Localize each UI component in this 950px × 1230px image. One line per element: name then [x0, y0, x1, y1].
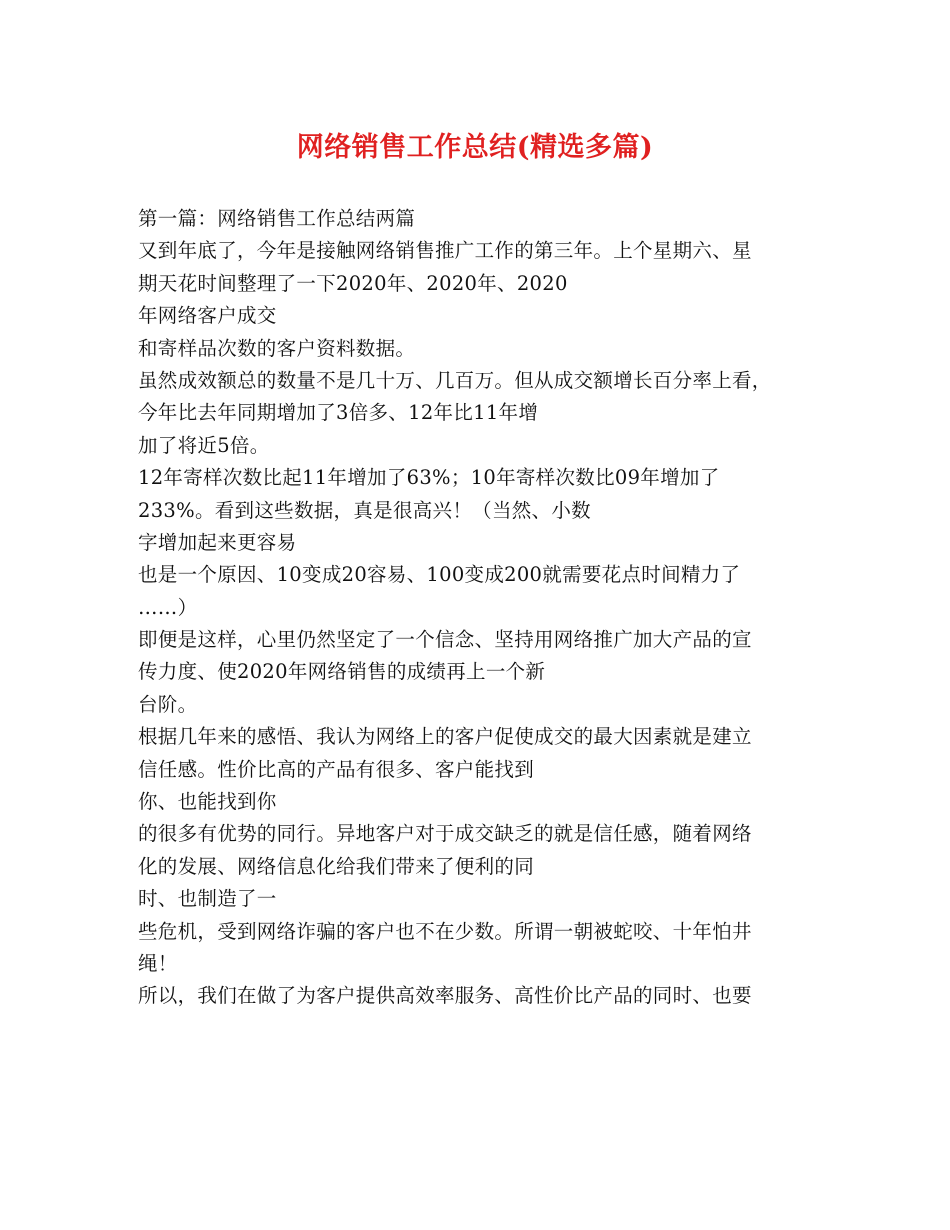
- text-line: 也是一个原因、10变成20容易、100变成200就需要花点时间精力了: [138, 563, 741, 587]
- text-line: 根据几年来的感悟、我认为网络上的客户促使成交的最大因素就是建立: [138, 725, 752, 749]
- text-line: 年网络客户成交: [138, 304, 277, 328]
- text-line: 又到年底了，今年是接触网络销售推广工作的第三年。上个星期六、星: [138, 239, 752, 263]
- text-line: 所以，我们在做了为客户提供高效率服务、高性价比产品的同时、也要: [138, 984, 752, 1008]
- text-line: 233%。看到这些数据，真是很高兴！（当然、小数: [138, 498, 591, 522]
- text-line: 的很多有优势的同行。异地客户对于成交缺乏的就是信任感，随着网络: [138, 822, 752, 846]
- text-line: ……）: [138, 595, 198, 619]
- text-line: 你、也能找到你: [138, 790, 277, 814]
- text-line: 即便是这样，心里仍然坚定了一个信念、坚持用网络推广加大产品的宣: [138, 628, 752, 652]
- text-line: 化的发展、网络信息化给我们带来了便利的同: [138, 854, 535, 878]
- text-line: 信任感。性价比高的产品有很多、客户能找到: [138, 757, 535, 781]
- document-body: [138, 203, 828, 1013]
- text-line: 和寄样品次数的客户资料数据。: [138, 336, 416, 360]
- text-line: 今年比去年同期增加了3倍多、12年比11年增: [138, 401, 539, 425]
- text-line: 第一篇：网络销售工作总结两篇: [138, 207, 416, 230]
- text-line: 时、也制造了一: [138, 887, 277, 911]
- text-line: 台阶。: [138, 692, 198, 716]
- text-line: 传力度、使2020年网络销售的成绩再上一个新: [138, 660, 546, 684]
- text-line: 加了将近5倍。: [138, 433, 270, 457]
- text-line: 些危机，受到网络诈骗的客户也不在少数。所谓一朝被蛇咬、十年怕井: [138, 919, 752, 943]
- text-line: 字增加起来更容易: [138, 530, 297, 554]
- document-title: 网络销售工作总结(精选多篇): [296, 132, 654, 163]
- text-line: 12年寄样次数比起11年增加了63%；10年寄样次数比09年增加了: [138, 466, 720, 490]
- text-line: 期天花时间整理了一下2020年、2020年、2020: [138, 271, 568, 295]
- text-line: 虽然成效额总的数量不是几十万、几百万。但从成交额增长百分率上看，: [138, 368, 772, 392]
- text-line: 绳！: [138, 951, 178, 975]
